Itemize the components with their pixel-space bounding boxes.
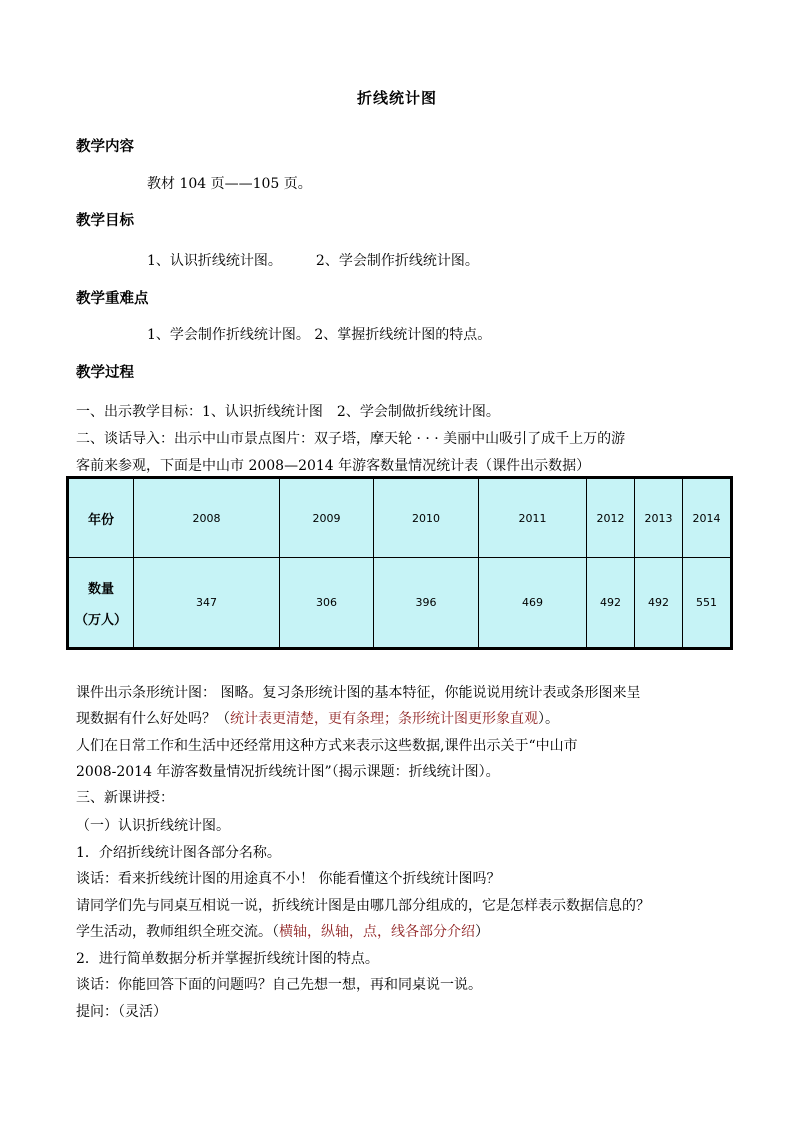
count-header-label: 数量 (87, 581, 114, 597)
process-line-1: 一、出示教学目标：1、认识折线统计图 2、学会制做折线统计图。 (76, 404, 500, 420)
goals-text (147, 250, 479, 270)
body-line-2-start: 现数据有什么好处吗？（ (76, 711, 230, 727)
body-line-1: 课件出示条形统计图： 图略。复习条形统计图的基本特征，你能说说用统计表或条形图来呈 (76, 685, 641, 701)
goal-2: 2、学会制作折线统计图。 (315, 253, 479, 269)
year-cell: 2009 (280, 478, 374, 558)
heading-teaching-process: 教学过程 (76, 364, 134, 381)
year-cell: 2013 (635, 478, 683, 558)
body-line-2-end: ）。 (538, 711, 559, 727)
body-line-3: 人们在日常工作和生活中还经常用这种方式来表示这些数据,课件出示关于“中山市 (76, 738, 578, 754)
count-cell: 492 (587, 558, 635, 649)
year-cell: 2012 (587, 478, 635, 558)
process-line-2a: 二、谈话导入：出示中山市景点图片：双子塔，摩天轮 · · · 美丽中山吸引了成千上万的游 (76, 431, 626, 447)
body-line-5: 三、新课讲授： (76, 790, 174, 806)
count-cell: 306 (280, 558, 374, 649)
count-cell: 396 (374, 558, 479, 649)
year-cell: 2014 (683, 478, 732, 558)
body-line-2 (76, 708, 559, 728)
table-row-counts (68, 558, 732, 649)
content-text: 教材 104 页——105 页。 (147, 176, 312, 192)
body-line-8: 谈话：看来折线统计图的用途真不小！ 你能看懂这个折线统计图吗？ (76, 871, 501, 887)
key-points-text: 1、学会制作折线统计图。 2、掌握折线统计图的特点。 (147, 327, 492, 343)
page-title: 折线统计图 (356, 89, 437, 107)
body-line-7: 1．介绍折线统计图各部分名称。 (76, 845, 281, 861)
process-line-2b: 客前来参观，下面是中山市 2008—2014 年游客数量情况统计表（课件出示数据） (76, 458, 591, 474)
count-header-unit: （万人） (74, 612, 127, 628)
heading-key-points: 教学重难点 (76, 290, 149, 307)
goal-1: 1、认识折线统计图。 (147, 253, 282, 269)
count-cell: 347 (134, 558, 280, 649)
year-cell: 2011 (479, 478, 587, 558)
count-cell: 551 (683, 558, 732, 649)
body-line-6: （一）认识折线统计图。 (76, 818, 230, 834)
table-row-years (68, 478, 732, 558)
highlight-answer-2: 横轴，纵轴，点，线各部分介绍 (279, 924, 475, 940)
body-line-10 (76, 921, 489, 941)
count-cell: 469 (479, 558, 587, 649)
body-line-13: 提问：（灵活） (76, 1004, 167, 1020)
heading-teaching-content: 教学内容 (76, 138, 134, 155)
body-line-11: 2．进行简单数据分析并掌握折线统计图的特点。 (76, 951, 379, 967)
visitor-stats-table (66, 476, 733, 650)
count-header-cell (68, 558, 134, 649)
body-line-12: 谈话：你能回答下面的问题吗？自己先想一想，再和同桌说一说。 (76, 977, 482, 993)
count-cell: 492 (635, 558, 683, 649)
year-header-cell: 年份 (68, 478, 134, 558)
year-cell: 2010 (374, 478, 479, 558)
body-line-9: 请同学们先与同桌互相说一说，折线统计图是由哪几部分组成的，它是怎样表示数据信息的？ (76, 898, 650, 914)
body-line-10-start: 学生活动，教师组织全班交流。（ (76, 924, 279, 940)
year-cell: 2008 (134, 478, 280, 558)
heading-teaching-goals: 教学目标 (76, 212, 134, 229)
highlight-answer-1: 统计表更清楚，更有条理；条形统计图更形象直观 (230, 711, 538, 727)
body-line-4: 2008-2014 年游客数量情况折线统计图”（揭示课题：折线统计图）。 (76, 764, 500, 780)
body-line-10-end: ） (475, 924, 489, 940)
